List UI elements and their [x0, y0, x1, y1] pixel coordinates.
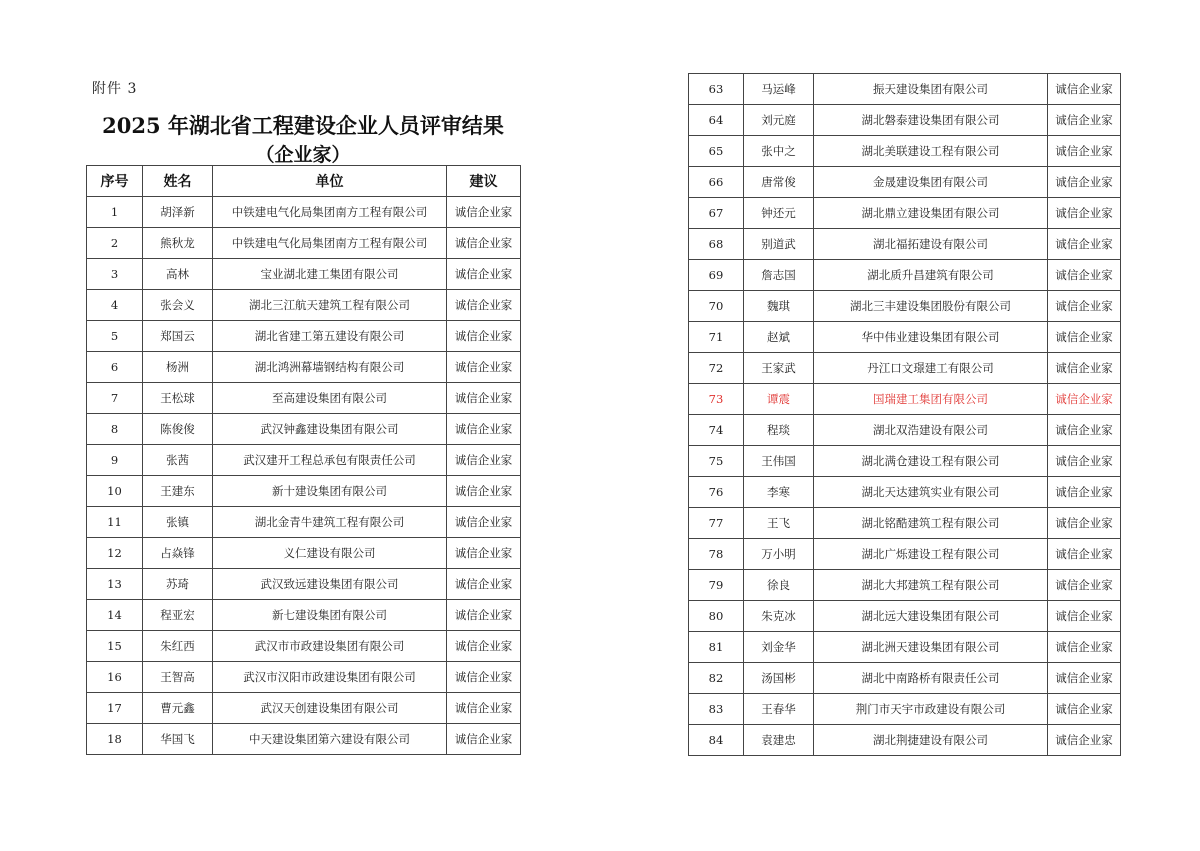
cell-name: 高林 — [143, 259, 213, 290]
cell-seq: 71 — [689, 322, 744, 353]
cell-unit: 湖北鸿洲幕墙钢结构有限公司 — [213, 352, 447, 383]
cell-suggestion: 诚信企业家 — [447, 321, 521, 352]
cell-name: 王松球 — [143, 383, 213, 414]
cell-seq: 14 — [87, 600, 143, 631]
cell-seq: 10 — [87, 476, 143, 507]
cell-name: 张会义 — [143, 290, 213, 321]
table-row — [87, 197, 521, 228]
cell-name: 苏琦 — [143, 569, 213, 600]
cell-name: 王家武 — [744, 353, 814, 384]
cell-name: 占焱锋 — [143, 538, 213, 569]
table-row — [87, 538, 521, 569]
table-row — [689, 384, 1121, 415]
cell-suggestion: 诚信企业家 — [1048, 167, 1121, 198]
results-table-left — [86, 165, 521, 755]
cell-unit: 湖北天达建筑实业有限公司 — [814, 477, 1048, 508]
table-row — [87, 445, 521, 476]
cell-unit: 丹江口文璟建工有限公司 — [814, 353, 1048, 384]
cell-suggestion: 诚信企业家 — [1048, 260, 1121, 291]
cell-suggestion: 诚信企业家 — [447, 569, 521, 600]
table-row — [689, 539, 1121, 570]
cell-suggestion: 诚信企业家 — [447, 476, 521, 507]
cell-unit: 新十建设集团有限公司 — [213, 476, 447, 507]
table-row — [689, 322, 1121, 353]
cell-seq: 77 — [689, 508, 744, 539]
cell-unit: 湖北荆捷建设有限公司 — [814, 725, 1048, 756]
table-row — [87, 476, 521, 507]
cell-name: 熊秋龙 — [143, 228, 213, 259]
cell-suggestion: 诚信企业家 — [447, 507, 521, 538]
table-row — [87, 507, 521, 538]
cell-seq: 7 — [87, 383, 143, 414]
cell-unit: 宝业湖北建工集团有限公司 — [213, 259, 447, 290]
cell-seq: 66 — [689, 167, 744, 198]
cell-seq: 6 — [87, 352, 143, 383]
cell-suggestion: 诚信企业家 — [1048, 663, 1121, 694]
cell-name: 华国飞 — [143, 724, 213, 755]
cell-name: 詹志国 — [744, 260, 814, 291]
cell-suggestion: 诚信企业家 — [447, 352, 521, 383]
cell-unit: 武汉钟鑫建设集团有限公司 — [213, 414, 447, 445]
cell-unit: 国瑞建工集团有限公司 — [814, 384, 1048, 415]
cell-seq: 73 — [689, 384, 744, 415]
cell-suggestion: 诚信企业家 — [447, 538, 521, 569]
cell-unit: 湖北省建工第五建设有限公司 — [213, 321, 447, 352]
cell-name: 别道武 — [744, 229, 814, 260]
cell-unit: 湖北广烁建设工程有限公司 — [814, 539, 1048, 570]
table-row — [689, 632, 1121, 663]
cell-suggestion: 诚信企业家 — [1048, 384, 1121, 415]
cell-suggestion: 诚信企业家 — [1048, 322, 1121, 353]
cell-seq: 3 — [87, 259, 143, 290]
cell-name: 朱克冰 — [744, 601, 814, 632]
cell-name: 张中之 — [744, 136, 814, 167]
table-row — [689, 663, 1121, 694]
cell-name: 程亚宏 — [143, 600, 213, 631]
cell-seq: 11 — [87, 507, 143, 538]
cell-unit: 湖北三丰建设集团股份有限公司 — [814, 291, 1048, 322]
cell-name: 魏琪 — [744, 291, 814, 322]
cell-suggestion: 诚信企业家 — [1048, 570, 1121, 601]
cell-unit: 武汉建开工程总承包有限责任公司 — [213, 445, 447, 476]
cell-suggestion: 诚信企业家 — [1048, 136, 1121, 167]
cell-unit: 湖北中南路桥有限责任公司 — [814, 663, 1048, 694]
table-row — [689, 415, 1121, 446]
cell-suggestion: 诚信企业家 — [1048, 694, 1121, 725]
cell-unit: 湖北三江航天建筑工程有限公司 — [213, 290, 447, 321]
cell-seq: 82 — [689, 663, 744, 694]
cell-unit: 中铁建电气化局集团南方工程有限公司 — [213, 197, 447, 228]
table-row — [689, 198, 1121, 229]
table-row — [87, 321, 521, 352]
table-row — [689, 105, 1121, 136]
cell-seq: 15 — [87, 631, 143, 662]
cell-name: 徐良 — [744, 570, 814, 601]
cell-unit: 新七建设集团有限公司 — [213, 600, 447, 631]
cell-seq: 5 — [87, 321, 143, 352]
cell-suggestion: 诚信企业家 — [1048, 105, 1121, 136]
cell-name: 王飞 — [744, 508, 814, 539]
document-subtitle: （企业家） — [255, 144, 351, 166]
cell-suggestion: 诚信企业家 — [447, 414, 521, 445]
cell-name: 朱红西 — [143, 631, 213, 662]
cell-unit: 湖北福拓建设有限公司 — [814, 229, 1048, 260]
table-row — [689, 601, 1121, 632]
table-row — [689, 291, 1121, 322]
cell-suggestion: 诚信企业家 — [447, 259, 521, 290]
cell-name: 谭震 — [744, 384, 814, 415]
cell-seq: 80 — [689, 601, 744, 632]
cell-seq: 69 — [689, 260, 744, 291]
cell-name: 王智高 — [143, 662, 213, 693]
cell-unit: 湖北满仓建设工程有限公司 — [814, 446, 1048, 477]
cell-suggestion: 诚信企业家 — [1048, 477, 1121, 508]
cell-seq: 79 — [689, 570, 744, 601]
cell-suggestion: 诚信企业家 — [447, 290, 521, 321]
cell-name: 郑国云 — [143, 321, 213, 352]
cell-suggestion: 诚信企业家 — [1048, 725, 1121, 756]
cell-unit: 湖北金青牛建筑工程有限公司 — [213, 507, 447, 538]
cell-name: 张镇 — [143, 507, 213, 538]
cell-unit: 武汉天创建设集团有限公司 — [213, 693, 447, 724]
table-row — [87, 383, 521, 414]
cell-name: 杨洲 — [143, 352, 213, 383]
cell-seq: 13 — [87, 569, 143, 600]
cell-suggestion: 诚信企业家 — [1048, 632, 1121, 663]
cell-suggestion: 诚信企业家 — [447, 383, 521, 414]
header-unit: 单位 — [213, 166, 447, 197]
table-row — [689, 725, 1121, 756]
cell-seq: 75 — [689, 446, 744, 477]
cell-seq: 70 — [689, 291, 744, 322]
cell-name: 陈俊俊 — [143, 414, 213, 445]
cell-name: 刘元庭 — [744, 105, 814, 136]
cell-suggestion: 诚信企业家 — [447, 724, 521, 755]
cell-name: 赵斌 — [744, 322, 814, 353]
cell-name: 万小明 — [744, 539, 814, 570]
cell-name: 曹元鑫 — [143, 693, 213, 724]
cell-name: 马运峰 — [744, 74, 814, 105]
cell-unit: 中铁建电气化局集团南方工程有限公司 — [213, 228, 447, 259]
cell-unit: 中天建设集团第六建设有限公司 — [213, 724, 447, 755]
table-row — [87, 693, 521, 724]
cell-suggestion: 诚信企业家 — [1048, 74, 1121, 105]
cell-seq: 16 — [87, 662, 143, 693]
cell-seq: 72 — [689, 353, 744, 384]
cell-seq: 2 — [87, 228, 143, 259]
cell-seq: 78 — [689, 539, 744, 570]
cell-seq: 8 — [87, 414, 143, 445]
cell-name: 王伟国 — [744, 446, 814, 477]
cell-suggestion: 诚信企业家 — [447, 600, 521, 631]
cell-name: 程琰 — [744, 415, 814, 446]
cell-unit: 至高建设集团有限公司 — [213, 383, 447, 414]
table-row — [87, 290, 521, 321]
table-row — [87, 662, 521, 693]
cell-suggestion: 诚信企业家 — [1048, 415, 1121, 446]
cell-seq: 65 — [689, 136, 744, 167]
cell-unit: 湖北质升昌建筑有限公司 — [814, 260, 1048, 291]
cell-suggestion: 诚信企业家 — [1048, 198, 1121, 229]
cell-name: 唐常俊 — [744, 167, 814, 198]
header-name: 姓名 — [143, 166, 213, 197]
cell-unit: 义仁建设有限公司 — [213, 538, 447, 569]
cell-seq: 83 — [689, 694, 744, 725]
cell-suggestion: 诚信企业家 — [1048, 353, 1121, 384]
cell-suggestion: 诚信企业家 — [447, 662, 521, 693]
cell-name: 张茜 — [143, 445, 213, 476]
cell-name: 汤国彬 — [744, 663, 814, 694]
table-row — [689, 694, 1121, 725]
table-row — [689, 167, 1121, 198]
cell-suggestion: 诚信企业家 — [447, 228, 521, 259]
document-title: 2025 年湖北省工程建设企业人员评审结果 — [102, 113, 504, 138]
cell-suggestion: 诚信企业家 — [447, 197, 521, 228]
table-row — [689, 74, 1121, 105]
table-row — [689, 477, 1121, 508]
table-header-row — [87, 166, 521, 197]
attachment-label: 附件 3 — [92, 81, 138, 97]
cell-name: 王建东 — [143, 476, 213, 507]
cell-seq: 9 — [87, 445, 143, 476]
cell-suggestion: 诚信企业家 — [447, 445, 521, 476]
table-row — [87, 724, 521, 755]
cell-seq: 64 — [689, 105, 744, 136]
cell-name: 王春华 — [744, 694, 814, 725]
cell-suggestion: 诚信企业家 — [1048, 229, 1121, 260]
table-row — [689, 260, 1121, 291]
cell-unit: 湖北鼎立建设集团有限公司 — [814, 198, 1048, 229]
cell-unit: 武汉市汉阳市政建设集团有限公司 — [213, 662, 447, 693]
header-seq: 序号 — [87, 166, 143, 197]
table-row — [87, 352, 521, 383]
cell-suggestion: 诚信企业家 — [447, 693, 521, 724]
table-row — [87, 631, 521, 662]
cell-seq: 67 — [689, 198, 744, 229]
cell-seq: 68 — [689, 229, 744, 260]
table-row — [689, 229, 1121, 260]
cell-unit: 湖北铭酷建筑工程有限公司 — [814, 508, 1048, 539]
cell-unit: 荆门市天宇市政建设有限公司 — [814, 694, 1048, 725]
cell-suggestion: 诚信企业家 — [1048, 508, 1121, 539]
table-row — [689, 508, 1121, 539]
cell-unit: 湖北美联建设工程有限公司 — [814, 136, 1048, 167]
cell-name: 胡泽新 — [143, 197, 213, 228]
cell-unit: 振天建设集团有限公司 — [814, 74, 1048, 105]
cell-name: 刘金华 — [744, 632, 814, 663]
cell-seq: 63 — [689, 74, 744, 105]
cell-name: 钟还元 — [744, 198, 814, 229]
table-row — [87, 414, 521, 445]
cell-seq: 4 — [87, 290, 143, 321]
table-row — [87, 569, 521, 600]
header-suggestion: 建议 — [447, 166, 521, 197]
cell-seq: 1 — [87, 197, 143, 228]
cell-unit: 湖北洲天建设集团有限公司 — [814, 632, 1048, 663]
cell-unit: 湖北远大建设集团有限公司 — [814, 601, 1048, 632]
cell-suggestion: 诚信企业家 — [447, 631, 521, 662]
table-row — [689, 136, 1121, 167]
table-row — [689, 570, 1121, 601]
table-row — [689, 353, 1121, 384]
cell-seq: 76 — [689, 477, 744, 508]
cell-seq: 18 — [87, 724, 143, 755]
cell-unit: 湖北双浩建设有限公司 — [814, 415, 1048, 446]
table-row — [87, 259, 521, 290]
cell-name: 袁建忠 — [744, 725, 814, 756]
cell-suggestion: 诚信企业家 — [1048, 601, 1121, 632]
cell-unit: 金晟建设集团有限公司 — [814, 167, 1048, 198]
cell-seq: 74 — [689, 415, 744, 446]
cell-suggestion: 诚信企业家 — [1048, 291, 1121, 322]
cell-unit: 武汉致远建设集团有限公司 — [213, 569, 447, 600]
results-table-right — [688, 73, 1121, 756]
table-row — [87, 228, 521, 259]
cell-seq: 84 — [689, 725, 744, 756]
cell-unit: 湖北大邦建筑工程有限公司 — [814, 570, 1048, 601]
cell-unit: 湖北磐泰建设集团有限公司 — [814, 105, 1048, 136]
table-row — [689, 446, 1121, 477]
cell-unit: 华中伟业建设集团有限公司 — [814, 322, 1048, 353]
cell-seq: 12 — [87, 538, 143, 569]
cell-seq: 81 — [689, 632, 744, 663]
cell-name: 李寒 — [744, 477, 814, 508]
table-row — [87, 600, 521, 631]
cell-seq: 17 — [87, 693, 143, 724]
cell-unit: 武汉市市政建设集团有限公司 — [213, 631, 447, 662]
cell-suggestion: 诚信企业家 — [1048, 539, 1121, 570]
cell-suggestion: 诚信企业家 — [1048, 446, 1121, 477]
